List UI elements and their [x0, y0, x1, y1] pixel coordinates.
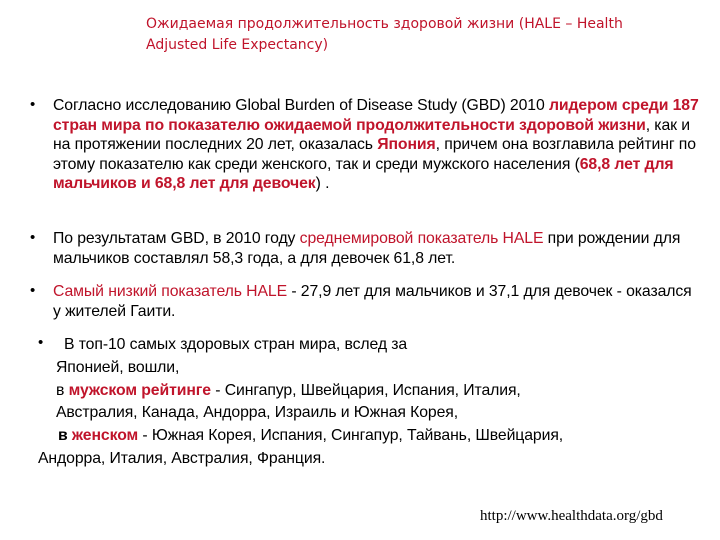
p1-highlight-japan: Япония [377, 136, 436, 154]
paragraph-top10 [0, 334, 720, 471]
slide-title [146, 14, 686, 56]
source-url: http://www.healthdata.org/gbd [480, 508, 663, 524]
bullet-marker-4: • [38, 334, 44, 351]
p2-text-3: при рождении для мальчиков составлял 58,3 года, а для девочек 61,8 лет. [53, 230, 681, 267]
p1-highlight-values: 68,8 лет для мальчиков и 68,8 лет для девочек [53, 155, 674, 193]
p1-text-7: ) . [315, 175, 330, 193]
p4-line-6: Андорра, Италия, Австралия, Франция. [38, 449, 326, 467]
title-line-1: Ожидаемая продолжительность здоровой жизни (HALE – Health [146, 16, 623, 32]
p4-line-4: Австралия, Канада, Андорра, Израиль и Южная Корея, [56, 404, 459, 422]
p1-text-1: Согласно исследованию Global Burden of Disease Study (GBD) 2010 [53, 97, 549, 114]
paragraph-world-average [53, 229, 693, 268]
bullet-marker-3: • [30, 282, 36, 299]
p1-highlight-leader: лидером среди 187 стран мира по показателю ожидаемой продолжительности здоровой жизни [53, 97, 699, 134]
p1-text-3: , как и на протяжении последних 20 лет, оказалась [53, 116, 690, 154]
paragraph-lowest [53, 282, 703, 321]
p4-highlight-male: мужском рейтинге [68, 381, 211, 399]
bullet-marker-2: • [30, 229, 36, 246]
p4-line-5 [0, 425, 720, 448]
p1-text-5: , причем она возглавила рейтинг по этому показателю как среди женского, так и среди мужского населения ( [53, 136, 696, 173]
p4-highlight-female: женском [71, 427, 139, 445]
p4-line-1: В топ-10 самых здоровых стран мира, вслед за [64, 336, 408, 353]
title-line-2: Adjusted Life Expectancy) [146, 37, 329, 53]
p4-line-3-prefix: в [56, 381, 69, 399]
p4-line-2: Японией, вошли, [56, 358, 180, 376]
p2-text-1: По результатам GBD, в 2010 году [53, 230, 300, 247]
p4-line-3 [0, 380, 720, 403]
p4-line-5-prefix: в [58, 427, 72, 445]
p3-highlight-lowest: Самый низкий показатель HALE [53, 283, 288, 300]
p3-text-2: - 27,9 лет для мальчиков и 37,1 для девочек - оказался у жителей Гаити. [53, 283, 692, 320]
bullet-marker-1: • [30, 96, 36, 113]
paragraph-gbd-leader [53, 96, 709, 194]
p2-highlight-average: среднемировой показатель HALE [299, 230, 544, 247]
p4-line-3-rest: - Сингапур, Швейцария, Испания, Италия, [210, 381, 521, 399]
p4-line-5-rest: - Южная Корея, Испания, Сингапур, Тайвань, Швейцария, [138, 427, 564, 445]
